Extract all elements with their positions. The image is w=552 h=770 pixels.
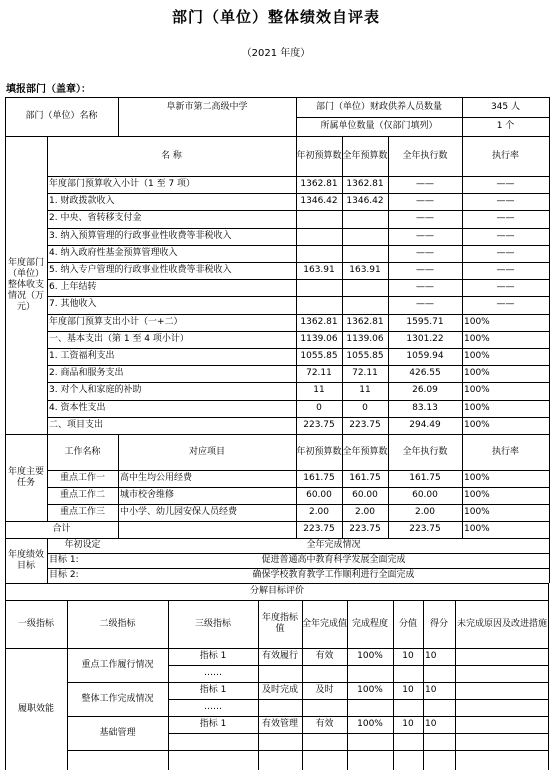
budget-row-init: 11 [313, 385, 325, 396]
goal-text: 促进普通高中教育科学发展全面完成 [261, 555, 406, 565]
budget-row-init: 1362.81 [300, 316, 338, 327]
eval-header-l2: 二级指标 [99, 618, 136, 629]
budget-row-name: 4. 纳入政府性基金预算管理收入 [49, 247, 178, 258]
eval-actual: 有效 [315, 719, 334, 729]
budget-header-init: 年初预算数 [296, 150, 342, 161]
task-init: 161.75 [303, 473, 335, 483]
budget-row-rate: 100% [464, 385, 490, 396]
budget-row-init: 1362.81 [300, 179, 338, 190]
budget-row-full: 1362.81 [346, 316, 384, 327]
budget-row-full [342, 228, 388, 245]
eval-actual: 有效 [315, 651, 334, 661]
budget-header-exec: 全年执行数 [402, 150, 448, 161]
eval-l3-dots: …… [204, 702, 222, 712]
budget-row-rate: —— [496, 282, 515, 293]
budget-row-exec: 83.13 [412, 402, 438, 413]
budget-row-exec: —— [416, 282, 434, 293]
eval-header-l3: 三级指标 [194, 618, 231, 629]
tasks-header-exec: 全年执行数 [402, 446, 448, 457]
goal-label: 目标 2: [49, 570, 79, 580]
tasks-total-name: 合计 [52, 524, 71, 534]
budget-row-init [296, 210, 342, 227]
budget-row-full [342, 210, 388, 227]
tasks-side-label: 年度主要任务 [7, 466, 44, 488]
eval-degree: 100% [357, 685, 383, 695]
report-year: （2021 年度） [241, 48, 311, 59]
task-exec: 60.00 [412, 490, 438, 500]
eval-actual: 及时 [315, 685, 334, 695]
budget-row-rate: —— [496, 179, 515, 190]
budget-row-init: 0 [316, 402, 322, 413]
eval-header-actual: 全年完成值 [302, 618, 347, 629]
budget-row-full [342, 245, 388, 262]
eval-got: 10 [425, 719, 437, 729]
budget-row-name: 二、项目支出 [49, 419, 104, 430]
budget-row-init [296, 279, 342, 296]
budget-row-init [296, 228, 342, 245]
budget-row-name: 7. 其他收入 [49, 299, 97, 310]
eval-title: 分解目标评价 [249, 586, 304, 596]
task-item: 高中生均公用经费 [120, 473, 193, 483]
task-rate: 100% [464, 507, 490, 517]
task-init: 2.00 [308, 507, 330, 517]
tasks-header-full: 全年预算数 [342, 446, 388, 457]
budget-row-exec: 1059.94 [406, 351, 444, 362]
budget-row-init: 163.91 [303, 265, 335, 276]
budget-row-exec: —— [416, 230, 434, 241]
eval-l3-name: 指标 1 [199, 719, 227, 729]
budget-row-full: 11 [359, 385, 371, 396]
sub-unit-label: 所属单位数量（仅部门填列） [320, 121, 438, 131]
budget-row-name: 2. 商品和服务支出 [49, 368, 124, 379]
task-full: 2.00 [354, 507, 376, 517]
tasks-header-item: 对应项目 [188, 446, 225, 457]
task-rate: 100% [464, 473, 490, 483]
budget-row-name: 5. 纳入专户管理的行政事业性收费等非税收入 [49, 265, 232, 276]
budget-row-name: 6. 上年结转 [49, 282, 97, 293]
budget-row-rate: —— [496, 265, 515, 276]
staff-count-label: 部门（单位）财政供养人员数量 [315, 101, 442, 112]
eval-target: 有效履行 [261, 651, 298, 661]
eval-header-l1: 一级指标 [17, 618, 54, 629]
task-rate: 100% [464, 490, 490, 500]
dept-name-label: 部门（单位）名称 [25, 111, 98, 121]
tasks-total-rate: 100% [464, 524, 490, 534]
reporting-unit-label: 填报部门（盖章）： [6, 84, 91, 95]
budget-row-exec: —— [416, 213, 434, 224]
budget-row-rate: —— [496, 247, 515, 258]
budget-row-name: 一、基本支出（第 1 至 4 项小计） [49, 333, 189, 344]
budget-row-rate: —— [496, 299, 515, 310]
budget-row-full: 0 [362, 402, 368, 413]
budget-row-rate: —— [496, 196, 515, 207]
tasks-header-name: 工作名称 [64, 446, 101, 457]
task-item: 城市校舍维修 [120, 490, 175, 500]
budget-row-init [296, 245, 342, 262]
task-name: 重点工作三 [59, 507, 105, 517]
budget-row-name: 1. 财政拨款收入 [49, 196, 115, 207]
budget-row-exec: 26.09 [412, 385, 438, 396]
eval-got: 10 [425, 685, 437, 695]
budget-row-exec: 294.49 [409, 419, 441, 430]
budget-row-exec: —— [416, 196, 434, 207]
budget-row-exec: 1301.22 [406, 333, 444, 344]
budget-row-init [296, 296, 342, 313]
eval-score: 10 [402, 719, 414, 729]
tasks-total-init: 223.75 [303, 524, 335, 534]
budget-row-rate: —— [496, 230, 515, 241]
budget-row-name: 3. 对个人和家庭的补助 [49, 385, 142, 396]
budget-row-full: 1139.06 [346, 333, 384, 344]
eval-l2-name: 整体工作完成情况 [81, 693, 154, 704]
budget-row-name: 2. 中央、省转移支付金 [49, 213, 142, 224]
staff-count-value: 345 人 [490, 101, 521, 112]
budget-row-init: 1346.42 [300, 196, 338, 207]
budget-row-exec: 426.55 [409, 368, 441, 379]
eval-l2-name: 基础管理 [99, 727, 136, 738]
budget-row-rate: 100% [464, 419, 490, 430]
page-title: 部门（单位）整体绩效自评表 [171, 8, 380, 26]
eval-target: 及时完成 [261, 685, 298, 695]
task-full: 161.75 [349, 473, 381, 483]
budget-row-name: 1. 工资福利支出 [49, 351, 115, 362]
budget-row-init: 1139.06 [300, 333, 338, 344]
budget-header-name: 名 称 [161, 150, 182, 161]
budget-row-name: 年度部门预算收入小计（1 至 7 项） [49, 179, 196, 190]
eval-header-got: 得分 [429, 618, 448, 629]
budget-row-rate: —— [496, 213, 515, 224]
eval-got: 10 [425, 651, 437, 661]
budget-row-rate: 100% [464, 333, 490, 344]
eval-degree: 100% [357, 719, 383, 729]
dept-name-value: 阜新市第二高级中学 [166, 101, 248, 112]
goal-text: 确保学校教育教学工作顺利进行全面完成 [252, 570, 415, 580]
budget-row-rate: 100% [464, 402, 490, 413]
eval-header-score: 分值 [398, 618, 417, 629]
eval-header-degree: 完成程度 [351, 618, 388, 629]
budget-row-rate: 100% [464, 351, 490, 362]
tasks-header-init: 年初预算数 [296, 446, 342, 457]
budget-row-full: 1362.81 [346, 179, 384, 190]
budget-row-full: 163.91 [349, 265, 381, 276]
budget-row-init: 223.75 [303, 419, 335, 430]
budget-row-full: 1346.42 [346, 196, 384, 207]
budget-row-init: 72.11 [306, 368, 332, 379]
task-init: 60.00 [306, 490, 332, 500]
budget-row-full: 1055.85 [346, 351, 384, 362]
budget-row-exec: —— [416, 247, 434, 258]
budget-row-full [342, 296, 388, 313]
goal-label: 目标 1: [49, 555, 79, 565]
budget-row-full [342, 279, 388, 296]
eval-score: 10 [402, 685, 414, 695]
task-full: 60.00 [352, 490, 378, 500]
eval-l3-name: 指标 1 [199, 651, 227, 661]
budget-row-init: 1055.85 [300, 351, 338, 362]
eval-l3-dots: …… [204, 668, 222, 678]
budget-row-name: 4. 资本性支出 [49, 402, 106, 413]
goals-header-set: 年初设定 [64, 540, 101, 550]
eval-target: 有效管理 [261, 719, 298, 729]
sub-unit-value: 1 个 [496, 121, 515, 131]
budget-header-rate: 执行率 [491, 150, 519, 161]
eval-l3-dots [168, 733, 258, 750]
tasks-header-rate: 执行率 [491, 446, 519, 457]
task-item: 中小学、幼儿园安保人员经费 [120, 507, 238, 517]
eval-score: 10 [402, 651, 414, 661]
eval-header-target: 年度指标值 [261, 613, 298, 634]
budget-side-label: 年度部门（单位）整体收支情况（万元） [7, 257, 44, 312]
tasks-total-full: 223.75 [349, 524, 381, 534]
eval-degree: 100% [357, 651, 383, 661]
budget-row-exec: 1595.71 [406, 316, 444, 327]
budget-header-full: 全年预算数 [342, 150, 388, 161]
eval-l3-name: 指标 1 [199, 685, 227, 695]
task-exec: 2.00 [414, 507, 436, 517]
budget-row-rate: 100% [464, 368, 490, 379]
budget-row-full: 72.11 [352, 368, 378, 379]
eval-l2-name: 重点工作履行情况 [81, 659, 154, 670]
task-exec: 161.75 [409, 473, 441, 483]
budget-row-rate: 100% [464, 316, 490, 327]
goals-header-done: 全年完成情况 [306, 540, 361, 550]
budget-row-full: 223.75 [349, 419, 381, 430]
task-name: 重点工作二 [59, 490, 105, 500]
budget-row-name: 年度部门预算支出小计（一+二） [49, 316, 183, 327]
budget-row-exec: —— [416, 299, 434, 310]
budget-row-name: 3. 纳入预算管理的行政事业性收费等非税收入 [49, 230, 232, 241]
eval-header-reason: 未完成原因及改进措施 [456, 618, 547, 629]
budget-row-exec: —— [416, 179, 434, 190]
eval-l1-name: 履职效能 [17, 703, 54, 714]
task-name: 重点工作一 [59, 473, 105, 483]
budget-row-exec: —— [416, 265, 434, 276]
goals-side-label: 年度绩效目标 [7, 549, 44, 571]
tasks-total-exec: 223.75 [409, 524, 441, 534]
